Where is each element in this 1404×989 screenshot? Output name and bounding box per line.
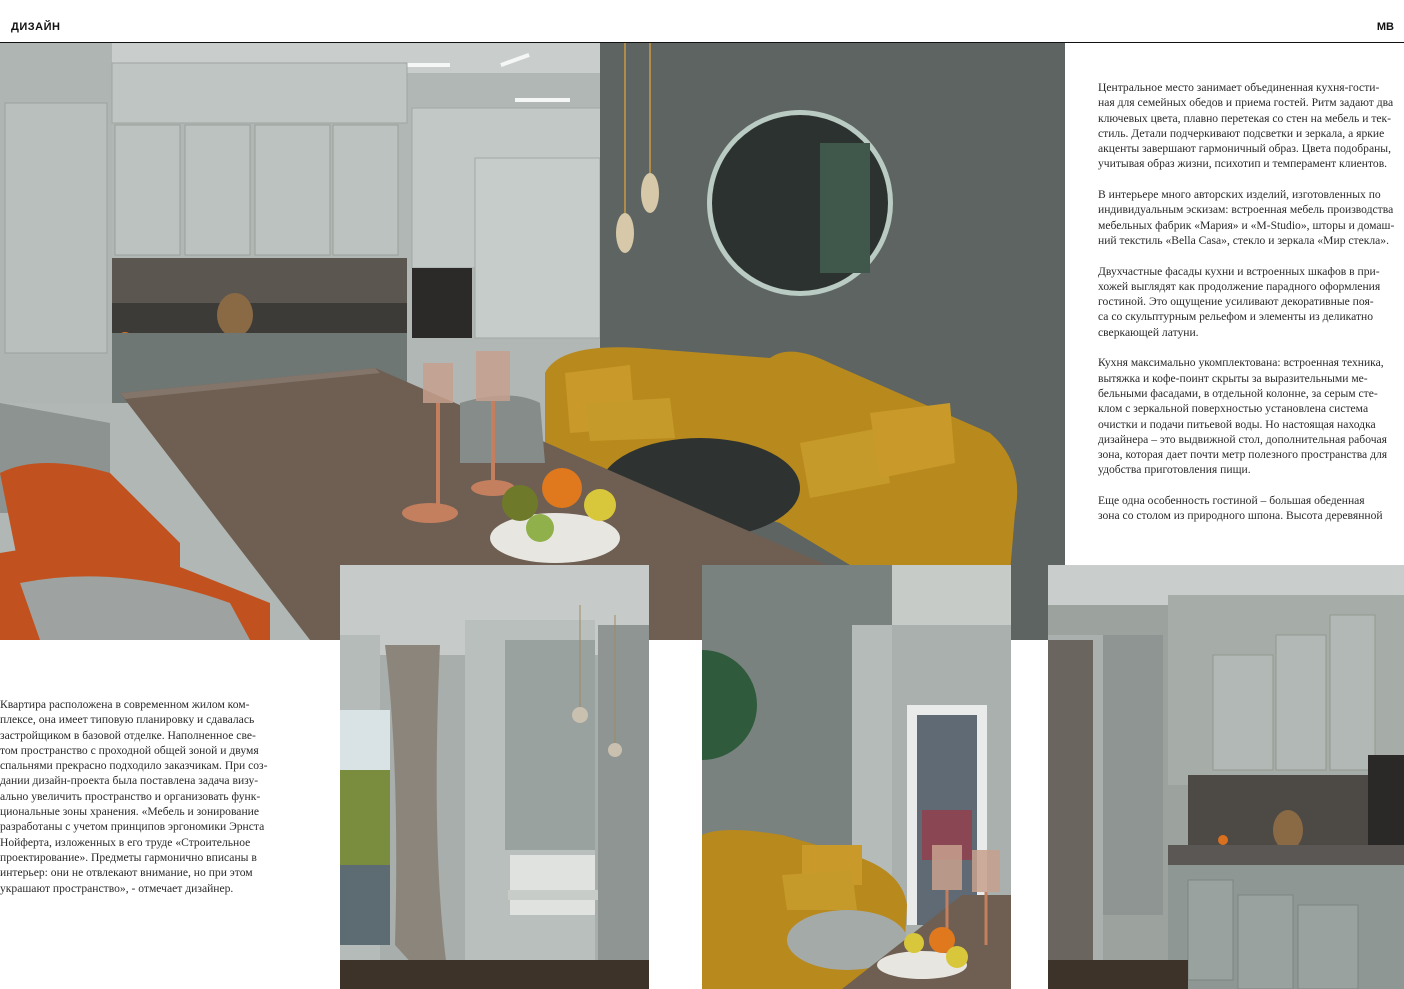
photo-kitchen-living-room [0,43,1065,640]
photo-living-room [702,565,1011,989]
paragraph: Центральное место занимает объединенная кухня-гости- ная для семейных обедов и приема гостей. Ритм задают два ключевых цвета, плавно перетекая со стен на мебель и тек- стиль. Детали подчеркивают подсветки и зеркала, а яркие акценты завершают гармоничный образ. Цвета подобраны, учитывая образ жизни, психотип и темперамент клиентов. [1098,81,1394,171]
paragraph: Кухня максимально укомплектована: встроенная техника, вытяжка и кофе-поинт скрыты за выразительными ме- бельными фасадами, в отдельной колонне, за серым сте- клом с зеркальной поверхностью установлена система очистки и подачи питьевой воды. Но настоящая находка дизайнера – это выдвижной стол, дополнительная рабочая зона, которая дает почти метр полезного пространства для удобства приготовления пищи. [1098,356,1388,477]
article-right-column [1098,80,1404,539]
page-header [0,0,1404,43]
photo-hallway [340,565,649,989]
paragraph: Еще одна особенность гостиной – большая обеденная зона со столом из природного шпона. Высота деревянной [1098,494,1383,523]
article-left-column: Квартира расположена в современном жилом ком- плексе, она имеет типовую планировку и сдавалась застройщиком в базовой отделке. Наполненное све- том пространство с проходной общей зоной и двумя спальнями прекрасно подходило заказчикам. При соз- дании дизайн-проекта была поставлена задача визу- ально увеличить пространство и организовать функ- циональные зоны хранения. «Мебель и зонирование разработаны с учетом принципов эргономики Эрнста Нойферта, изложенных в его труде «Строительное проектирование». Предметы гармонично вписаны в интерьер: они не отвлекают внимание, но при этом украшают пространство», - отмечает дизайнер. [0,698,268,895]
photo-kitchen [1048,565,1404,989]
paragraph: Двухчастные фасады кухни и встроенных шкафов в при- хожей выглядят как продолжение парадного оформления гостиной. Это ощущение усиливают декоративные поя- са со скульптурным рельефом и элементы из деликатно сверкающей латуни. [1098,264,1381,339]
paragraph: В интерьере много авторских изделий, изготовленных по индивидуальным эскизам: встроенная мебель производства мебельных фабрик «Мария» и «M-Studio», шторы и домаш- ний текстиль «Bella Casa», стекло и зеркала «Мир стекла». [1098,188,1395,247]
magazine-logo: MB [1376,21,1394,33]
section-label: ДИЗАЙН [11,21,61,33]
